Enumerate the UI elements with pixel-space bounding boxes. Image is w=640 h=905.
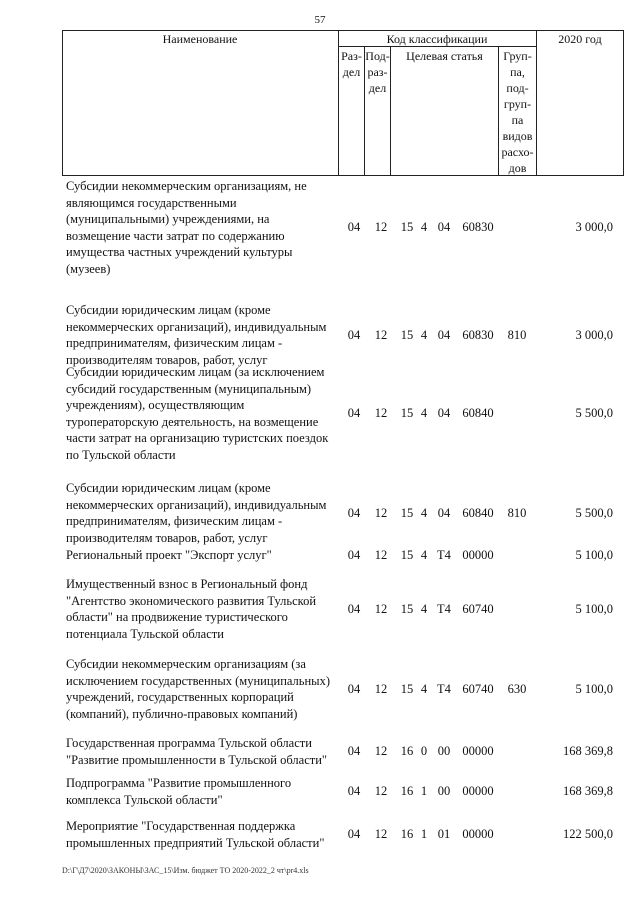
header-group-l5: па (511, 113, 524, 127)
row-name-line: субсидий государственным (муниципальным) (66, 381, 312, 396)
header-group-l4: груп- (503, 97, 532, 111)
header-target: Целевая статья (406, 49, 483, 63)
header-subsection-l1: Под- (365, 49, 390, 63)
row-t4: 00000 (462, 548, 494, 562)
row-name-line: (компаний), публично-правовых компаний) (66, 706, 298, 721)
header-border-right (623, 30, 624, 176)
row-amount: 5 100,0 (575, 548, 613, 562)
row-name-line: учреждениям), осуществляющим (66, 398, 245, 412)
row-t4: 60740 (462, 602, 494, 616)
row-name (66, 818, 344, 851)
row-t3: 04 (437, 220, 451, 234)
row-t2: 4 (420, 220, 428, 234)
row-t1: 15 (400, 548, 414, 562)
row-name-line: исключением государственных (муниципальных) (66, 673, 330, 688)
row-section: 04 (347, 406, 361, 420)
header-classification: Код классификации (386, 32, 488, 46)
row-name-line: (муниципальными) учреждениями, на (66, 212, 270, 226)
row-t4: 00000 (462, 827, 494, 841)
row-amount: 5 500,0 (575, 406, 613, 420)
row-name (66, 735, 344, 768)
row-name-line: потенциала Тульской области (66, 626, 224, 641)
row-name-line: по Тульской области (66, 447, 176, 462)
row-t1: 15 (400, 328, 414, 342)
row-t3: 01 (437, 827, 451, 841)
row-t3: 00 (437, 784, 451, 798)
header-section-l1: Раз- (341, 49, 362, 63)
row-name (66, 775, 344, 808)
row-name-line: производителям товаров, работ, услуг (66, 352, 268, 367)
row-t1: 16 (400, 827, 414, 841)
row-name-line: предпринимателям, физическим лицам - (66, 514, 283, 528)
row-name-line: туроператорскую деятельность, на возмещение (66, 414, 319, 429)
row-t4: 00000 (462, 744, 494, 758)
row-t1: 15 (400, 602, 414, 616)
row-t1: 15 (400, 506, 414, 520)
row-name-line: Региональный проект "Экспорт услуг" (66, 548, 272, 562)
page-number: 57 (314, 14, 326, 26)
row-name (66, 364, 344, 463)
row-t1: 15 (400, 406, 414, 420)
row-name-line: "Агентство экономического развития Тульской (66, 593, 317, 608)
row-name (66, 547, 344, 564)
row-subsection: 12 (374, 827, 388, 841)
header-subsection-l3: дел (368, 81, 387, 95)
header-group-l2: па, (510, 65, 525, 79)
row-t4: 60740 (462, 682, 494, 696)
row-name-line: Мероприятие "Государственная поддержка (66, 819, 296, 833)
row-section: 04 (347, 827, 361, 841)
row-amount: 3 000,0 (575, 328, 613, 342)
row-name-line: части затрат на организацию туристских поездок (66, 431, 329, 445)
row-t2: 4 (420, 328, 428, 342)
divider-year (536, 30, 537, 176)
row-name-line: Субсидии юридическим лицам (кроме (66, 303, 271, 317)
row-section: 04 (347, 328, 361, 342)
row-t1: 16 (400, 744, 414, 758)
row-t3: 04 (437, 328, 451, 342)
row-section: 04 (347, 744, 361, 758)
row-t2: 4 (420, 548, 428, 562)
row-subsection: 12 (374, 506, 388, 520)
row-subsection: 12 (374, 784, 388, 798)
header-section-l2: дел (342, 65, 361, 79)
row-group: 810 (507, 506, 527, 520)
row-subsection: 12 (374, 406, 388, 420)
row-name-line: Субсидии некоммерческим организациям (за (66, 657, 306, 671)
row-t3: Т4 (437, 548, 451, 562)
row-amount: 3 000,0 (575, 220, 613, 234)
row-t4: 60830 (462, 220, 494, 234)
row-subsection: 12 (374, 682, 388, 696)
row-amount: 122 500,0 (563, 827, 613, 841)
row-t2: 4 (420, 682, 428, 696)
header-subsection-l2: раз- (367, 65, 388, 79)
row-name-line: Субсидии юридическим лицам (кроме (66, 481, 271, 495)
header-name: Наименование (162, 32, 238, 46)
row-name-line: учреждений, государственных корпораций (66, 690, 294, 704)
row-t3: Т4 (437, 602, 451, 616)
row-name-line: являющимся государственными (66, 195, 237, 210)
row-name-line: Имущественный взнос в Региональный фонд (66, 577, 308, 591)
row-t2: 1 (420, 827, 428, 841)
row-t4: 00000 (462, 784, 494, 798)
row-t3: Т4 (437, 682, 451, 696)
row-name-line: промышленных предприятий Тульской области" (66, 835, 325, 850)
row-amount: 168 369,8 (563, 784, 613, 798)
row-t3: 04 (437, 406, 451, 420)
row-name (66, 576, 344, 642)
row-name (66, 178, 344, 277)
row-name-line: возмещение части затрат по содержанию (66, 228, 285, 243)
footer-file-path: D:\Г\Д7\2020\ЗАКОНЫ\ЗАС_15\Изм. бюджет ТО 2020-2022_2 чт\pr4.xls (62, 866, 309, 875)
row-section: 04 (347, 548, 361, 562)
header-group-l6: видов (502, 129, 533, 143)
row-group: 810 (507, 328, 527, 342)
row-t3: 00 (437, 744, 451, 758)
row-t2: 4 (420, 406, 428, 420)
row-name-line: некоммерческих организаций), индивидуальным (66, 319, 327, 334)
row-amount: 5 500,0 (575, 506, 613, 520)
row-name-line: Субсидии юридическим лицам (за исключением (66, 365, 325, 379)
row-name-line: имущества частных учреждений культуры (66, 245, 293, 259)
row-group: 630 (507, 682, 527, 696)
row-name (66, 656, 344, 722)
row-subsection: 12 (374, 744, 388, 758)
row-name-line: Субсидии некоммерческим организациям, не (66, 179, 307, 193)
row-t3: 04 (437, 506, 451, 520)
row-name-line: комплекса Тульской области" (66, 792, 223, 807)
row-subsection: 12 (374, 220, 388, 234)
row-name-line: Подпрограмма "Развитие промышленного (66, 776, 292, 790)
row-t2: 4 (420, 506, 428, 520)
row-t4: 60840 (462, 406, 494, 420)
row-t1: 15 (400, 682, 414, 696)
row-section: 04 (347, 784, 361, 798)
header-year: 2020 год (558, 32, 602, 46)
row-section: 04 (347, 220, 361, 234)
header-group-l3: под- (506, 81, 529, 95)
row-name (66, 480, 344, 546)
row-name-line: области" на продвижение туристического (66, 610, 288, 624)
table-header (62, 30, 624, 176)
header-group-l8: дов (508, 161, 527, 175)
row-t2: 4 (420, 602, 428, 616)
row-t2: 0 (420, 744, 428, 758)
row-section: 04 (347, 506, 361, 520)
divider-subsection (390, 46, 391, 176)
row-name-line: Государственная программа Тульской области (66, 736, 312, 750)
row-t2: 1 (420, 784, 428, 798)
row-t4: 60840 (462, 506, 494, 520)
row-name-line: предпринимателям, физическим лицам - (66, 336, 283, 350)
row-t4: 60830 (462, 328, 494, 342)
row-name-line: (музеев) (66, 261, 111, 276)
row-amount: 168 369,8 (563, 744, 613, 758)
header-border-left (62, 30, 63, 176)
row-name-line: производителям товаров, работ, услуг (66, 530, 268, 545)
header-group-l1: Груп- (503, 49, 532, 63)
row-section: 04 (347, 602, 361, 616)
row-name-line: "Развитие промышленности в Тульской области" (66, 752, 328, 767)
row-t1: 15 (400, 220, 414, 234)
row-name (66, 302, 344, 368)
row-amount: 5 100,0 (575, 602, 613, 616)
header-group-l7: расхо- (501, 145, 534, 159)
row-subsection: 12 (374, 328, 388, 342)
row-t1: 16 (400, 784, 414, 798)
row-amount: 5 100,0 (575, 682, 613, 696)
row-subsection: 12 (374, 602, 388, 616)
row-name-line: некоммерческих организаций), индивидуальным (66, 497, 327, 512)
row-subsection: 12 (374, 548, 388, 562)
row-section: 04 (347, 682, 361, 696)
header-border-bottom (62, 175, 624, 176)
